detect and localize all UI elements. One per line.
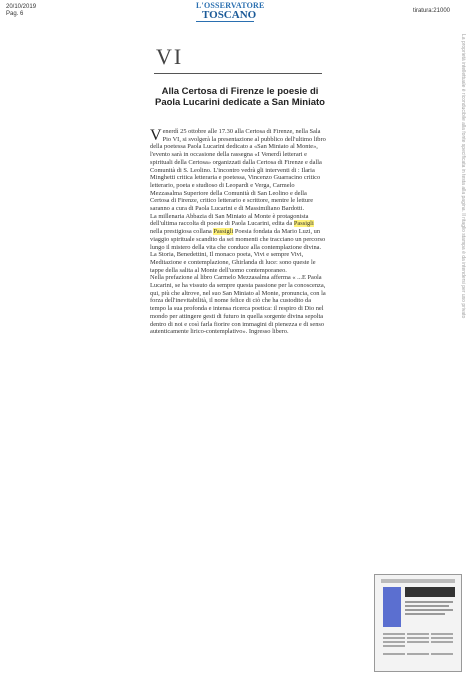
thumbnail-header [381, 579, 455, 583]
thumbnail-line [405, 609, 453, 611]
thumbnail-line [405, 613, 445, 615]
thumbnail-column-line [383, 653, 405, 655]
thumbnail-line [405, 605, 449, 607]
thumbnail-column-line [407, 641, 429, 643]
logo-underline [196, 21, 254, 22]
thumbnail-column-line [431, 641, 453, 643]
thumbnail-column-line [431, 637, 453, 639]
clipping-circulation: tiratura:21000 [412, 8, 450, 14]
thumbnail-column-line [383, 633, 405, 635]
highlight-passigli-2: Passigli [213, 228, 234, 236]
newspaper-logo [196, 1, 265, 22]
thumbnail-column-line [383, 637, 405, 639]
article-paragraph-3 [150, 274, 326, 336]
clipping-date: 20/10/2019 [6, 4, 37, 10]
thumbnail-column-line [383, 641, 405, 643]
section-divider [154, 73, 322, 74]
copyright-notice [457, 34, 467, 364]
page-thumbnail[interactable] [374, 574, 462, 672]
article-body [150, 128, 326, 336]
article-headline: Alla Certosa di Firenze le poesie di Paola Lucarini dedicate a San Miniato [155, 86, 325, 108]
drop-cap: V [150, 127, 162, 144]
logo-line-2: TOSCANO [202, 9, 257, 21]
paragraph-2-text-a: La millenaria Abbazia di San Miniato al Monte è protagonista dell'ultima raccolta di poesie di Paola Lucarini, edita da [150, 212, 309, 228]
section-number: VI [156, 44, 184, 69]
article-paragraph-1 [150, 128, 326, 213]
paragraph-1-text: enerdì 25 ottobre alle 17.30 alla Certosa di Firenze, nella Sala Pio VI, si svolgerà la presentazione al pubblico dell'ultimo libro della poetessa Paola Lucarini dedicato a «San Miniato al Monte», l'evento sarà in occasione della rassegna «I Venerdì letterari e spirituali della Certosa» organizzati dalla Certosa di Firenze e dalla Comunità di S. Leolino. L'incontro vedrà gli interventi di : Ilaria Minghetti critica letteraria e poetessa, Vincenzo Guarracino critico letterario, poeta e studioso di Leopardi e Verga, Carmelo Mezzasalma Superiore della Comunità di San Leolino e della Certosa di Firenze, critico letterario e scrittore, mentre le letture saranno a cura di Paola Lucarini e di Massimiliano Bardotti. [150, 128, 326, 213]
paragraph-3-text: Nella prefazione al libro Carmelo Mezzasalma afferma « ...E Paola Lucarini, se ha vissuto da sempre questa passione per la conoscenza, qui, più che altrove, nel suo San Miniato al Monte, pronuncia, con la forza dell'inevitabilità, il nome felice di ciò che ha custodito da tempo la sua profonda e intensa ricerca poetica: il respiro di Dio nel mondo per attingere gesti di futuro in quella sorgente divina sepolta dentro di noi e così farla fiorire con immagini di pienezza e di senso autenticamente lirico-contemplativo». Ingresso libero. [150, 274, 326, 336]
logo-line-1: L'OSSERVATORE [196, 1, 265, 10]
highlight-passigli-1: Passigli [293, 220, 314, 228]
thumbnail-title-block [405, 587, 455, 597]
paragraph-2-text-b: nella prestigiosa collana [150, 228, 214, 236]
thumbnail-column-line [407, 637, 429, 639]
copyright-notice-text: La proprietà intellettuale è riconducibile alla fonte specificata in testa alla pagina. Il ritaglio stampa è da intendersi per uso privato [460, 34, 466, 319]
thumbnail-line [405, 601, 453, 603]
thumbnail-column-line [383, 645, 405, 647]
clipping-page-number: Pag. 6 [6, 11, 24, 17]
thumbnail-column-line [431, 633, 453, 635]
thumbnail-column-line [407, 653, 429, 655]
article-paragraph-2 [150, 213, 326, 275]
thumbnail-column-line [431, 653, 453, 655]
thumbnail-column-line [407, 633, 429, 635]
thumbnail-blue-block [383, 587, 401, 627]
paragraph-2-text-c: Poesia fondata da Mario Luzi, un viaggio spirituale scandito da sei momenti che tracciano un percorso lungo il mistero della vita che conduce alla contemplazione divina. La Storia, Benedettini, Il monaco poeta, Vivi e sempre Vivi, Meditazione e contemplazione, Ghirlanda di luce: sono queste le tappe della salita al Monte dell'uomo contemporaneo. [150, 228, 326, 274]
